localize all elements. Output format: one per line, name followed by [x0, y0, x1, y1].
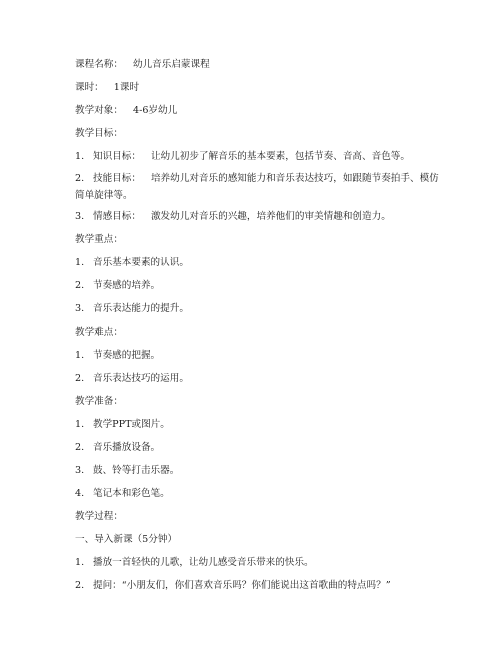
preparation-item [75, 464, 442, 478]
goal-item-number: 3. [75, 211, 85, 222]
goal-item-label: 知识目标： [93, 151, 141, 162]
list-number: 1. [75, 350, 85, 361]
audience-line [75, 104, 442, 118]
list-number: 2. [75, 580, 85, 591]
key-points-heading: 教学重点： [75, 234, 123, 245]
difficulty-item [75, 349, 442, 363]
course-name-line [75, 58, 442, 72]
goal-item-1 [75, 150, 442, 164]
goal-item-text: 培养幼儿对音乐的感知能力和音乐表达技巧，如跟随节奏拍手、模仿简单旋律等。 [75, 173, 439, 201]
process-heading: 教学过程： [75, 511, 123, 522]
list-number: 4. [75, 488, 85, 499]
course-name-value: 幼儿音乐启蒙课程 [132, 59, 210, 70]
hours-line [75, 81, 442, 95]
list-number: 2. [75, 373, 85, 384]
audience-value: 4-6岁幼儿 [132, 105, 178, 116]
goal-item-number: 1. [75, 151, 85, 162]
list-number: 2. [75, 280, 85, 291]
list-text: 提问：“小朋友们，你们喜欢音乐吗？你们能说出这首歌曲的特点吗？” [93, 580, 391, 591]
goal-item-number: 2. [75, 173, 85, 184]
process-section-title: 一、导入新课（5分钟） [75, 534, 178, 545]
list-text: 节奏感的培养。 [93, 280, 161, 291]
list-number: 2. [75, 442, 85, 453]
preparation-item [75, 487, 442, 501]
preparation-item [75, 441, 442, 455]
difficulty-item [75, 372, 442, 386]
difficulties-heading: 教学难点： [75, 327, 123, 338]
preparation-heading: 教学准备： [75, 396, 123, 407]
list-number: 1. [75, 257, 85, 268]
process-item [75, 556, 442, 570]
list-text: 播放一首轻快的儿歌，让幼儿感受音乐带来的快乐。 [93, 557, 314, 568]
list-text: 音乐播放设备。 [93, 442, 161, 453]
course-name-label: 课程名称： [75, 59, 123, 70]
list-text: 笔记本和彩色笔。 [93, 488, 170, 499]
audience-label: 教学对象： [75, 105, 123, 116]
goals-heading: 教学目标： [75, 128, 123, 139]
goal-item-text: 让幼儿初步了解音乐的基本要素，包括节奏、音高、音色等。 [150, 151, 410, 162]
hours-label: 课时： [75, 82, 104, 93]
list-number: 1. [75, 557, 85, 568]
hours-value: 1课时 [113, 82, 140, 93]
key-point-item [75, 256, 442, 270]
key-point-item [75, 279, 442, 293]
list-text: 鼓、铃等打击乐器。 [93, 465, 180, 476]
goal-item-2 [75, 170, 440, 204]
list-text: 音乐表达能力的提升。 [93, 303, 189, 314]
goal-item-label: 情感目标： [93, 211, 141, 222]
list-text: 音乐基本要素的认识。 [93, 257, 189, 268]
list-text: 教学PPT或图片。 [93, 419, 170, 430]
list-number: 3. [75, 465, 85, 476]
goal-item-label: 技能目标： [93, 173, 141, 184]
list-number: 3. [75, 303, 85, 314]
list-number: 1. [75, 419, 85, 430]
list-text: 节奏感的把握。 [93, 350, 161, 361]
key-point-item [75, 302, 442, 316]
goal-item-3 [75, 210, 442, 224]
process-item [75, 579, 442, 593]
list-text: 音乐表达技巧的运用。 [93, 373, 189, 384]
goal-item-text: 激发幼儿对音乐的兴趣，培养他们的审美情趣和创造力。 [150, 211, 391, 222]
preparation-item [75, 418, 442, 432]
